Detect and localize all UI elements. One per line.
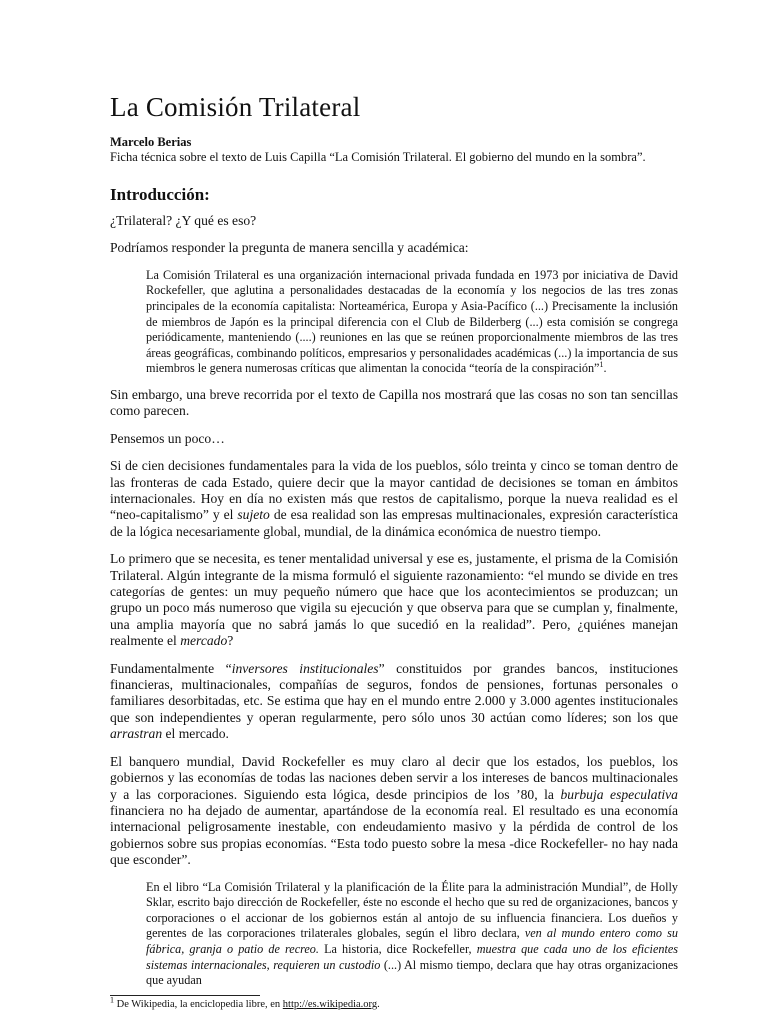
- paragraph-4: Pensemos un poco…: [110, 430, 225, 446]
- body-text: [110, 213, 678, 989]
- author: Marcelo Berias: [110, 135, 192, 149]
- paragraph-5: Si de cien decisiones fundamentales para la vida de los pueblos, sólo treinta y cinco se toman dentro de las fronteras de cada Estado, quiere decir que la mayor cantidad de decisiones se toman en ámbitos internacionales. Hoy en día no existen más que restos de capitalismo, porque la nueva realidad es el “neo-capitalismo” y el sujeto de esa realidad son las empresas multinacionales, expresión característica de la lógica necesariamente global, mundial, de la dinámica económica de nuestro tiempo.: [110, 458, 678, 539]
- paragraph-1: ¿Trilateral? ¿Y qué es eso?: [110, 213, 257, 228]
- paragraph-7: Fundamentalmente “inversores institucionales” constituidos por grandes bancos, instituciones financieras, multinacionales, compañías de seguros, fondos de pensiones, fortunas personales o familiares desorbitadas, etc. Se estima que hay en el mundo entre 2.000 y 3.000 agentes institucionales que son independientes y operan regularmente, pero sólo unos 30 actúan como líderes; son los que arrastran el mercado.: [110, 660, 678, 742]
- footnote-link[interactable]: http://es.wikipedia.org: [282, 999, 378, 1010]
- footnote-marker[interactable]: 1: [599, 360, 604, 370]
- subtitle: Ficha técnica sobre el texto de Luis Capilla “La Comisión Trilateral. El gobierno del mundo en la sombra”.: [110, 150, 646, 164]
- paragraph-3: Sin embargo, una breve recorrida por el texto de Capilla nos mostrará que las cosas no son tan sencillas como parecen.: [110, 386, 678, 419]
- block-quote-1: La Comisión Trilateral es una organización internacional privada fundada en 1973 por iniciativa de David Rockefeller, que aglutina a personalidades destacadas de la economía y los negocios de las tres zonas principales de la economía capitalista: Norteamérica, Europa y Asia-Pacífico (...) Precisamente la inclusión de miembros de Japón es la principal diferencia con el Club de Bilderberg (...) esta comisión se congrega periódicamente, manteniendo (....) reuniones en las que se reúnen proporcionalmente miembros de las tres áreas geográficas, combinando políticos, empresarios y personalidades académicas (...) la importancia de sus miembros le genera numerosas críticas que alimentan la conocida “teoría de la conspiración”$^1$.: [146, 267, 678, 376]
- paragraph-8: El banquero mundial, David Rockefeller es muy claro al decir que los estados, los pueblos, los gobiernos y las economías de todas las naciones deben servir a los intereses de bancos multinacionales y a las corporaciones. Siguiendo esta lógica, desde principios de los ’80, la burbuja especulativa financiera no ha dejado de aumentar, apartándose de la economía real. El resultado es una economía internacional peligrosamente inestable, con endeudamiento masivo y la pérdida de control de los gobiernos sobre sus propias economías. “Esta todo puesto sobre la mesa -dice Rockefeller- no hay nada que esconder”.: [110, 753, 678, 868]
- section-heading: Introducción:: [110, 185, 210, 204]
- footnote-divider: [110, 995, 260, 996]
- page-title: La Comisión Trilateral: [110, 92, 361, 122]
- paragraph-2: Podríamos responder la pregunta de manera sencilla y académica:: [110, 240, 469, 256]
- paragraph-6: Lo primero que se necesita, es tener mentalidad universal y ese es, justamente, el prisma de la Comisión Trilateral. Algún integrante de la misma formuló el siguiente razonamiento: “el mundo se divide en tres categorías de gentes: un muy pequeño número que hace que los acontecimientos se produzcan; un grupo un poco más numeroso que vigila su ejecución y que observa para que se cumplan y, finalmente, una amplia mayoría que no sabrá jamás lo que sucedió en la realidad”. Pero, ¿quiénes manejan realmente el mercado?: [110, 551, 678, 649]
- footnote: $^1$ De Wikipedia, la enciclopedia libre, en http://es.wikipedia.org.: [110, 995, 380, 1010]
- block-quote-2: En el libro “La Comisión Trilateral y la planificación de la Élite para la administración Mundial”, de Holly Sklar, escrito bajo dirección de Rockefeller, éste no esconde el hecho que su red de organizaciones, bancos y corporaciones o el accionar de los gobiernos están al antojo de su influencia financiera. Los dueños y gerentes de las corporaciones trilaterales globales, según el libro declara, ven al mundo entero como su fábrica, granja o patio de recreo. La historia, dice Rockefeller, muestra que cada uno de los eficientes sistemas internacionales, requieren un custodio (...) Al mismo tiempo, declara que hay otras organizaciones que ayudan: [146, 879, 679, 988]
